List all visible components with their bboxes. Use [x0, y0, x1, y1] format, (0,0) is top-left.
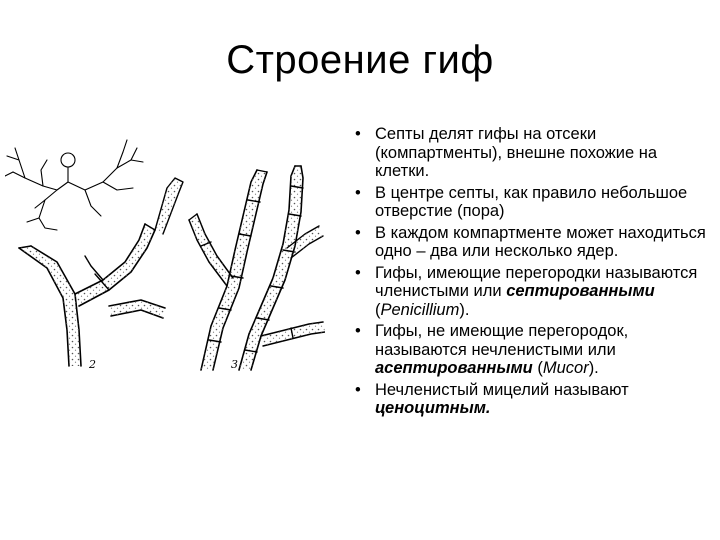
bullet-dot: • — [355, 380, 361, 399]
non-septate-mycelium — [5, 140, 183, 366]
bullet-dot: • — [355, 322, 361, 340]
bullet-text: Септы делят гифы на отсеки (компартменты), внешне похожие на клетки. — [375, 125, 658, 180]
genus-penicillium: Penicillium — [380, 300, 460, 319]
bullet-list — [355, 125, 715, 421]
bullet-text: В центре септы, как правило небольшое отверстие (пора) — [375, 183, 688, 220]
term-coenocytic: ценоцитным. — [375, 399, 491, 417]
bullet-item — [355, 184, 715, 221]
septate-hyphae — [189, 166, 325, 370]
bullet-text: ). — [459, 300, 470, 319]
figure-label-right: 3 — [231, 358, 238, 371]
rhizoid-branches — [5, 140, 143, 230]
bullet-item — [355, 264, 715, 320]
term-aseptate: асептированными — [375, 359, 533, 377]
bullet-item — [355, 381, 715, 418]
bullet-text: ( — [375, 300, 381, 319]
hyphae-drawing — [5, 130, 325, 375]
bullet-dot: • — [355, 183, 361, 202]
bullet-text: ( — [532, 359, 543, 377]
genus-mucor: Mucor — [542, 359, 589, 377]
bullet-dot: • — [355, 263, 361, 282]
bullet-dot: • — [355, 125, 361, 143]
figure-label-left: 2 — [89, 358, 96, 371]
term-septate: септированными — [506, 282, 655, 300]
bullet-item — [355, 224, 715, 261]
bullet-item — [355, 322, 715, 378]
bullet-text: Нечленистый мицелий называют — [375, 380, 629, 399]
bullet-text: Гифы, не имеющие перегородок, называются нечленистыми или — [375, 322, 629, 359]
bullet-text: ). — [588, 359, 599, 377]
hyphae-illustration — [5, 130, 325, 375]
bullet-dot: • — [355, 223, 361, 242]
bullet-text: В каждом компартменте может находиться одно – два или несколько ядер. — [375, 223, 706, 260]
slide-title: Строение гиф — [226, 38, 494, 82]
bullet-item — [355, 125, 715, 181]
bullet-text: Гифы, имеющие перегородки называются членистыми или — [375, 263, 698, 300]
